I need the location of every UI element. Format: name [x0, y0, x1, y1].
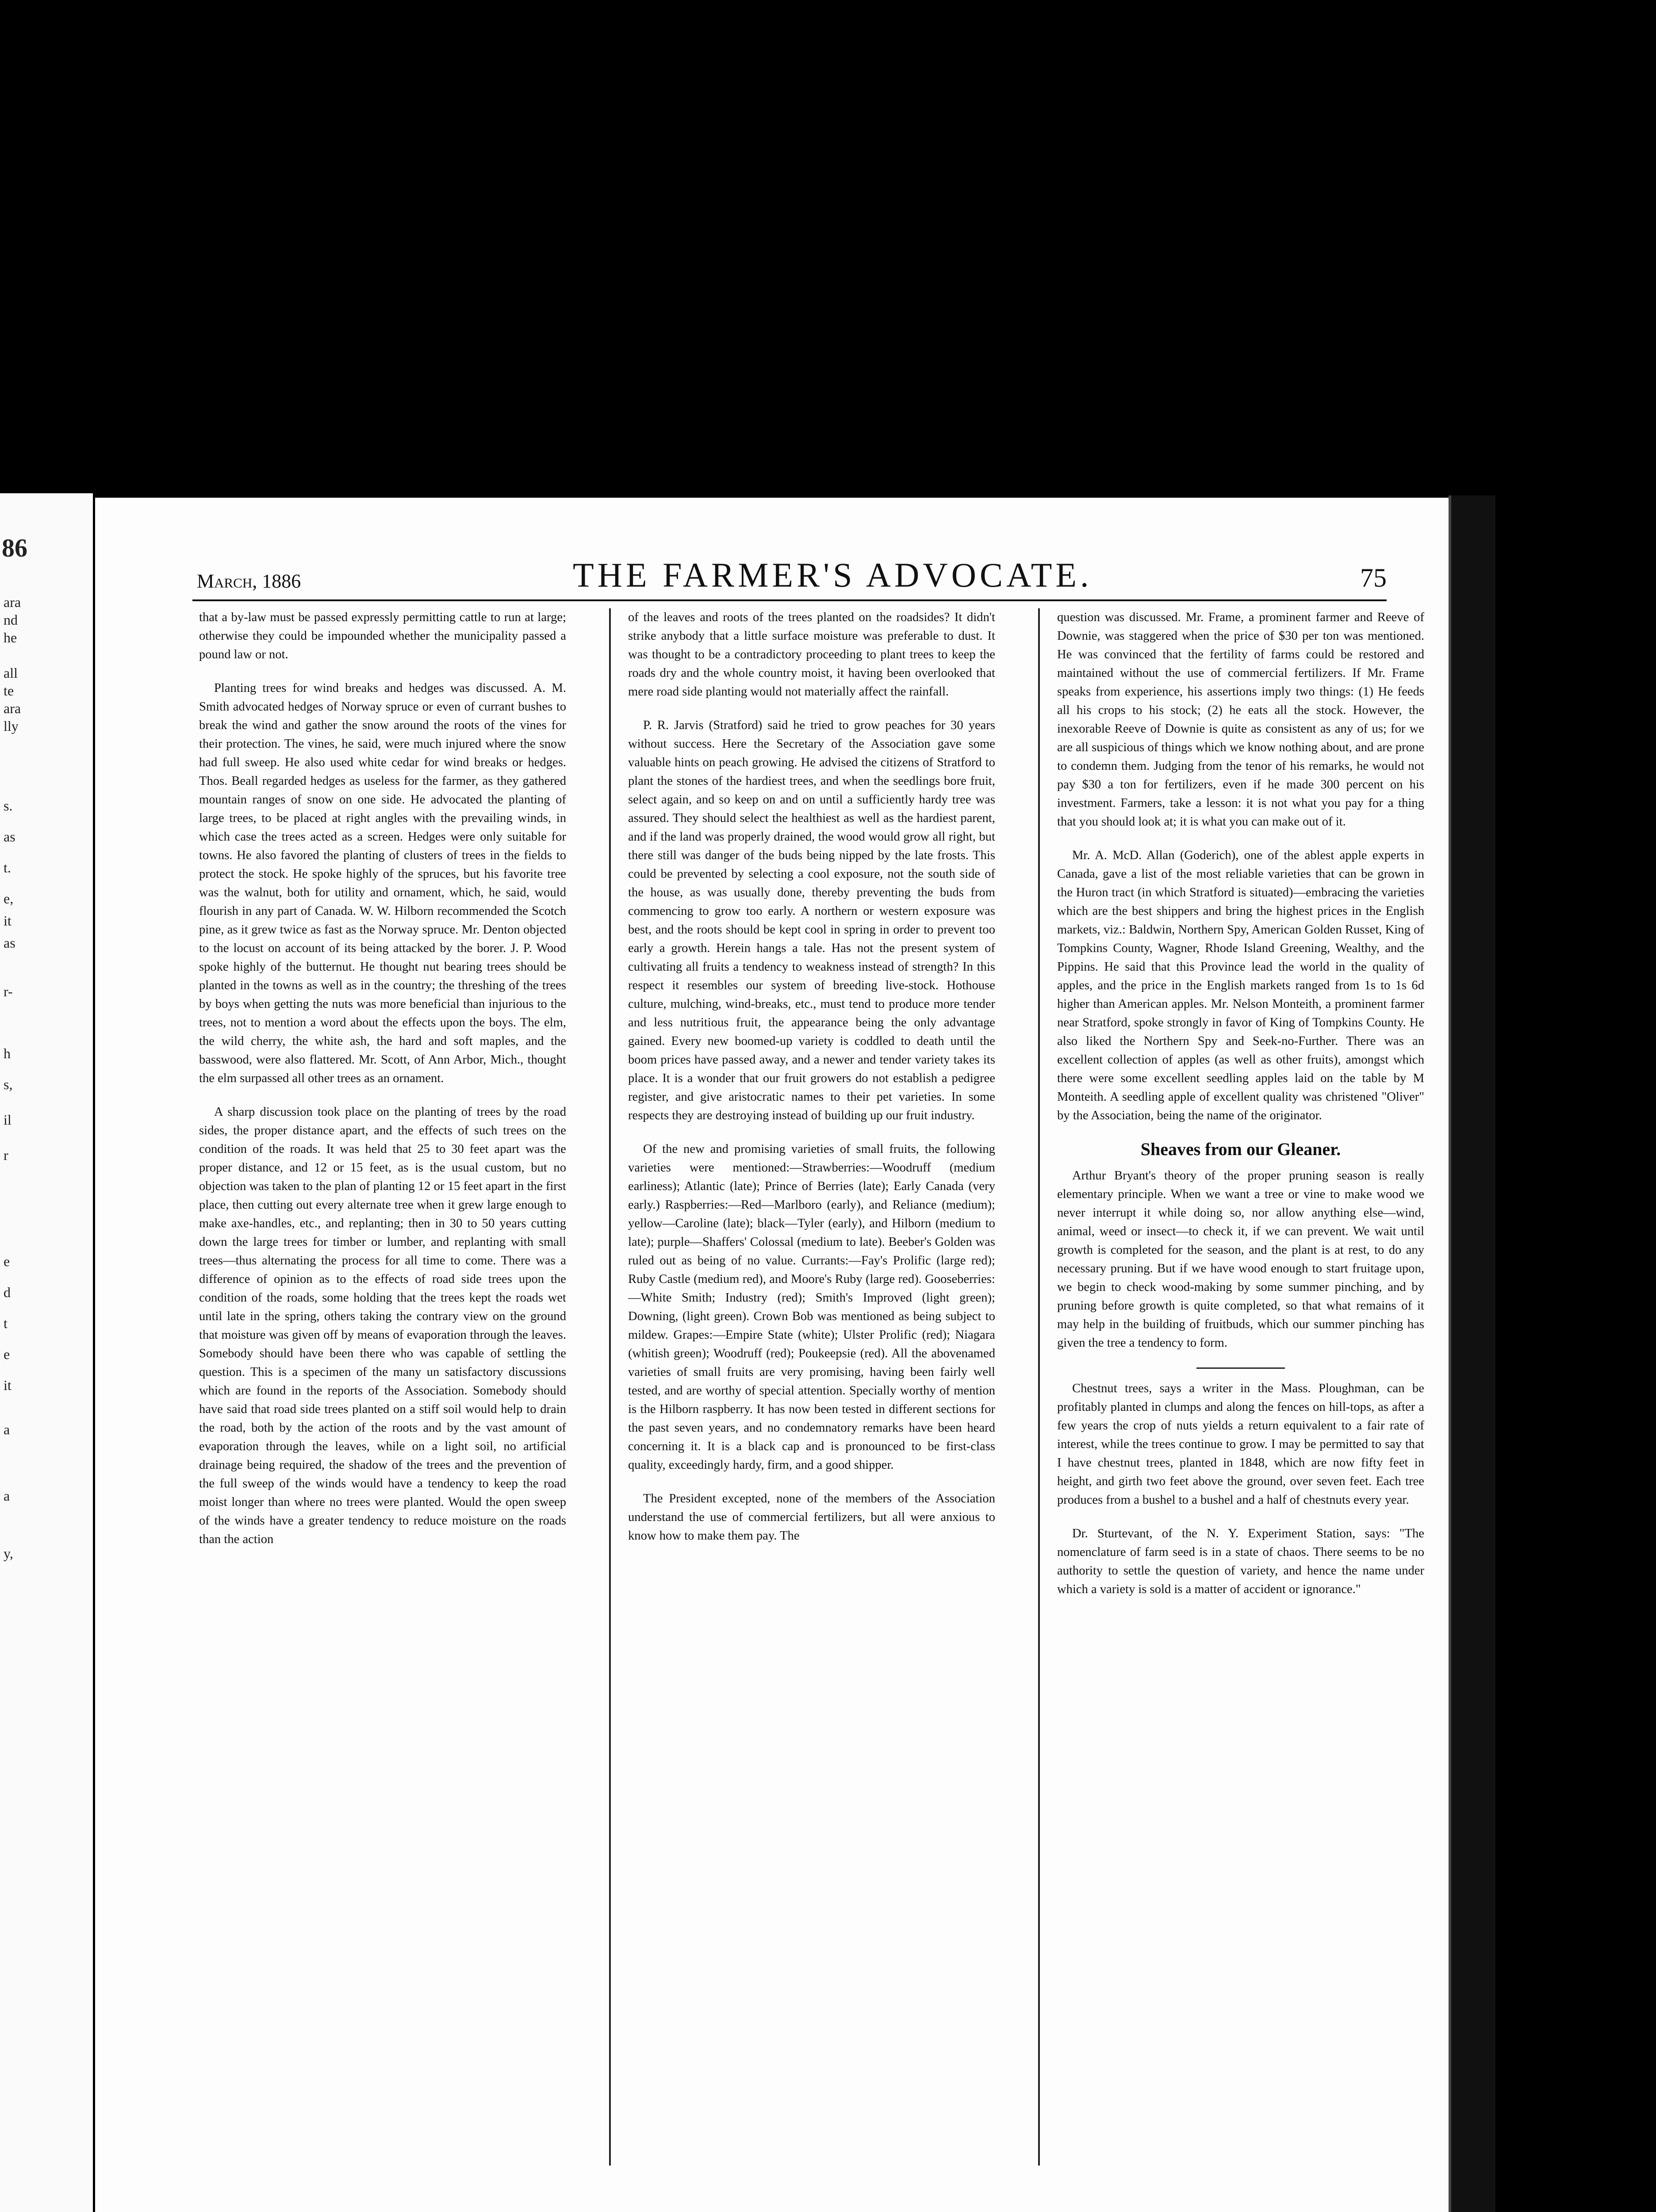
- previous-page-text-fragment: it: [4, 913, 12, 929]
- previous-page-number: 86: [2, 534, 27, 562]
- book-binding-edge: [1449, 495, 1495, 2212]
- previous-page-text-fragment: t: [4, 1315, 8, 1331]
- previous-page-text-fragment: as: [4, 935, 15, 951]
- article-paragraph: A sharp discussion took place on the planting of trees by the road sides, the proper distance apart, and the effects of such trees on the condition of the roads. It was held that 25 to 30 feet apart was the proper distance, and 12 or 15 feet, as is the usual custom, but no objection was taken to the plan of planting 12 or 15 feet apart in the first place, then cutting out every alternate tree when it grew large enough to make axe-handles, etc., and replanting; then in 30 to 50 years cutting down the large trees for timber or lumber, and replanting with small trees—thus alternating the process for all time to come. There was a difference of opinion as to the effects of road side trees upon the condition of the roads, some holding that the trees kept the roads wet until late in the spring, others taking the contrary view on the ground that moisture was given off by means of evaporation through the leaves. Somebody should have been there who was capable of settling the question. This is a specimen of the many un satisfactory discussions which are found in the reports of the Association. Somebody should have said that road side trees planted on a stiff soil would help to drain the road, both by the action of the roots and by the vast amount of evaporation through the leaves, while on a light soil, no artificial drainage being required, the shadow of the trees and the prevention of the full sweep of the winds would have a tendency to keep the road moist longer than where no trees were planted. Would the open sweep of the winds have a greater tendency to reduce moisture on the roads than the action: [199, 1105, 566, 1546]
- article-paragraph: Mr. A. McD. Allan (Goderich), one of the ablest apple experts in Canada, gave a list of the most reliable varieties that can be grown in the Huron tract (in which Stratford is situated)—embracing the varieties which are the best shippers and bring the highest prices in the English markets, viz.: Baldwin, Northern Spy, American Golden Russet, King of Tompkins County, Wagner, Rhode Island Greening, Wealthy, and the Pippins. He said that this Province lead the world in the quality of apples, and the price in the English markets ranged from 1s to 1s 6d higher than American apples. Mr. Nelson Monteith, a prominent farmer near Stratford, spoke strongly in favor of King of Tompkins County. He also liked the Northern Spy and Seek-no-Further. There was an excellent collection of apples (as well as other fruits), amongst which there were some excellent seedling apples laid on the table by M Monteith. A seedling apple of excellent quality was christened "Oliver" by the Association, being the name of the originator.: [1057, 849, 1424, 1122]
- column-divider: [1038, 608, 1040, 2166]
- article-paragraph: of the leaves and roots of the trees planted on the roadsides? It didn't strike anybody that a little surface moisture was preferable to dust. It was thought to be a contradictory proceeding to plant trees to keep the roads dry and the whole country moist, it having been overlooked that mere road side planting would not materially affect the rainfall.: [628, 611, 995, 699]
- previous-page-text-fragment: e,: [4, 891, 14, 906]
- previous-page-text-fragment: nd: [4, 612, 18, 628]
- previous-page-text-fragment: it: [4, 1377, 12, 1393]
- previous-page-text-fragment: e: [4, 1253, 10, 1269]
- newspaper-page: [95, 498, 1449, 2212]
- previous-page-text-fragment: a: [4, 1421, 10, 1437]
- previous-page-text-fragment: r: [4, 1147, 8, 1163]
- page-number: 75: [1360, 563, 1387, 592]
- previous-page-strip: [0, 493, 93, 2212]
- previous-page-text-fragment: all: [4, 665, 18, 681]
- article-paragraph: question was discussed. Mr. Frame, a prominent farmer and Reeve of Downie, was staggered when the price of $30 per ton was mentioned. He was convinced that the fertility of farms could be restored and maintained without the use of commercial fertilizers. If Mr. Frame speaks from experience, his assertions imply two things: (1) He feeds all his crops to his stock; (2) he eats all the stock. However, the inexorable Reeve of Downie is quite as consistent as any of us; for we are all suspicious of things which we know nothing about, and are prone to condemn them. Judging from the tenor of his remarks, he would not pay $30 a ton for fertilizers, even if he made 300 percent on his investment. Farmers, take a lesson: it is not what you pay for a thing that you should look at; it is what you can make out of it.: [1057, 611, 1424, 829]
- article-paragraph: Of the new and promising varieties of small fruits, the following varieties were mentioned:—Strawberries:—Woodruff (medium earliness); Atlantic (late); Prince of Berries (late); Early Canada (very early.) Raspberries:—Red—Marlboro (early), and Reliance (medium); yellow—Caroline (late); black—Tyler (early), and Hilborn (medium to late); purple—Shaffers' Colossal (medium to late). Beeber's Golden was ruled out as being of no value. Currants:—Fay's Prolific (large red); Ruby Castle (medium red), and Moore's Ruby (large red). Gooseberries:—White Smith; Industry (red); Smith's Improved (light green); Downing, (light green). Crown Bob was mentioned as being subject to mildew. Grapes:—Empire State (white); Ulster Prolific (red); Niagara (whitish green); Woodruff (red); Poukeepsie (red). All the abovenamed varieties of small fruits are very promising, having been fairly well tested, and are worthy of special attention. Specially worthy of mention is the Hilborn raspberry. It has now been tested in different sections for the past seven years, and no condemnatory remarks have been heard concerning it. It is a black cap and is pronounced to be first-class quality, exceedingly hardy, firm, and a good shipper.: [628, 1142, 995, 1472]
- previous-page-text-fragment: as: [4, 829, 15, 845]
- previous-page-text-fragment: r-: [4, 983, 13, 999]
- article-paragraph: that a by-law must be passed expressly permitting cattle to run at large; otherwise they could be impounded whether the municipality passed a pound law or not.: [199, 611, 566, 661]
- previous-page-text-fragment: d: [4, 1284, 11, 1300]
- article-paragraph: The President excepted, none of the members of the Association understand the use of commercial fertilizers, but all were anxious to know how to make them pay. The: [628, 1492, 995, 1543]
- previous-page-text-fragment: e: [4, 1346, 10, 1362]
- previous-page-text-fragment: t.: [4, 860, 11, 876]
- previous-page-text-fragment: ara: [4, 700, 21, 716]
- previous-page-text-fragment: te: [4, 683, 14, 699]
- previous-page-text-fragment: y,: [4, 1545, 13, 1561]
- previous-page-text-fragment: ara: [4, 594, 21, 610]
- article-paragraph: Dr. Sturtevant, of the N. Y. Experiment Station, says: "The nomenclature of farm seed is in a state of chaos. There seems to be no authority to settle the question of variety, and hence the name under which a variety is sold is a matter of accident or ignorance.": [1057, 1527, 1424, 1596]
- previous-page-text-fragment: s,: [4, 1076, 13, 1092]
- article-column-3: [1057, 608, 1424, 2166]
- paragraph-separator: [1196, 1367, 1285, 1369]
- article-paragraph: Planting trees for wind breaks and hedges was discussed. A. M. Smith advocated hedges of Norway spruce or even of currant bushes to break the wind and gather the snow around the roots of the vines for their protection. The vines, he said, were much injured where the snow had full sweep. He also used white cedar for wind breaks or hedges. Thos. Beall regarded hedges as useless for the farmer, as they gathered mountain ranges of snow on one side. He advocated the planting of large trees, to be placed at right angles with the prevailing winds, in which case the trees acted as a screen. Hedges were only suitable for towns. He also favored the planting of clusters of trees in the fields to protect the stock. He spoke highly of the spruces, but his favorite tree was the walnut, both for utility and ornament, which, he said, would flourish in any part of Canada. W. W. Hilborn recommended the Scotch pine, as it grew twice as fast as the Norway spruce. Mr. Denton objected to the locust on account of its being attacked by the borer. J. P. Wood spoke highly of the butternut. He thought nut bearing trees should be planted in the towns as well as in the country; the threshing of the trees by boys when getting the nuts was more beneficial than injurious to the trees, not to mention a word about the effects upon the boys. The elm, the wild cherry, the white ash, the hard and soft maples, and the basswood, were also flattered. Mr. Scott, of Ann Arbor, Mich., thought the elm surpassed all other trees as an ornament.: [199, 681, 566, 1085]
- article-paragraph: P. R. Jarvis (Stratford) said he tried to grow peaches for 30 years without success. Here the Secretary of the Association gave some valuable hints on peach growing. He advised the citizens of Stratford to plant the stones of the hardiest trees, and when the seedlings bore fruit, select again, and so keep on and on until a sufficiently hardy tree was assured. They should select the healthiest as well as the hardiest parent, and if the land was properly drained, the wood would grow all right, but there still was danger of the buds being nipped by the late frosts. This could be prevented by selecting a cool exposure, not the south side of the house, as was usually done, thereby preventing the buds from commencing to grow too early. A northern or western exposure was best, and the roots should be kept cool in spring in order to prevent too early a growth. Herein hangs a tale. Has not the present system of cultivating all fruits a tendency to weakness instead of strength? In this respect it resembles our system of breeding live-stock. Hothouse culture, mulching, wind-breaks, etc., must tend to produce more tender and less nutritious fruit, the appearance being the only advantage gained. Every new boomed-up variety is coddled to death until the boom prices have passed away, and a newer and tender variety takes its place. It is a wonder that our fruit growers do not establish a pedigree register, and give aristocratic names to their pet varieties. In some respects they are destroying instead of building up our fruit industry.: [628, 718, 995, 1122]
- masthead-title: THE FARMER'S ADVOCATE.: [573, 556, 1092, 594]
- article-column-2: [628, 608, 995, 2166]
- previous-page-text-fragment: he: [4, 630, 17, 645]
- section-heading: Sheaves from our Gleaner.: [1140, 1139, 1341, 1159]
- article-paragraph: Arthur Bryant's theory of the proper pruning season is really elementary principle. When we want a tree or vine to make wood we never interrupt it while doing so, nor allow anything else—wind, animal, weed or insect—to check it, if we can prevent. We wait until growth is completed for the season, and the plant is at rest, to do any necessary pruning. But if we have wood enough to start fruitage upon, we begin to check wood-making by some summer pinching, and by pruning before growth is quite completed, so that what remains of it may help in the building of fruitbuds, which our summer pinching has given the tree a tendency to form.: [1057, 1169, 1424, 1350]
- page-header: [192, 556, 1387, 601]
- column-divider: [609, 608, 611, 2166]
- previous-page-text-fragment: lly: [4, 718, 19, 734]
- article-paragraph: Chestnut trees, says a writer in the Mass. Ploughman, can be profitably planted in clumps and along the fences on hill-tops, as after a few years the crop of nuts yields a return equivalent to a fair rate of interest, while the trees continue to grow. I may be permitted to say that I have chestnut trees, planted in 1848, which are now fifty feet in height, and girth two feet above the ground, over seven feet. Each tree produces from a bushel to a bushel and a half of chestnuts every year.: [1057, 1382, 1424, 1507]
- previous-page-text-fragment: h: [4, 1045, 11, 1061]
- article-column-1: [199, 608, 566, 2166]
- previous-page-text-fragment: il: [4, 1112, 12, 1128]
- previous-page-text-fragment: a: [4, 1488, 10, 1504]
- issue-date: March, 1886: [197, 570, 301, 592]
- previous-page-text-fragment: s.: [4, 798, 13, 814]
